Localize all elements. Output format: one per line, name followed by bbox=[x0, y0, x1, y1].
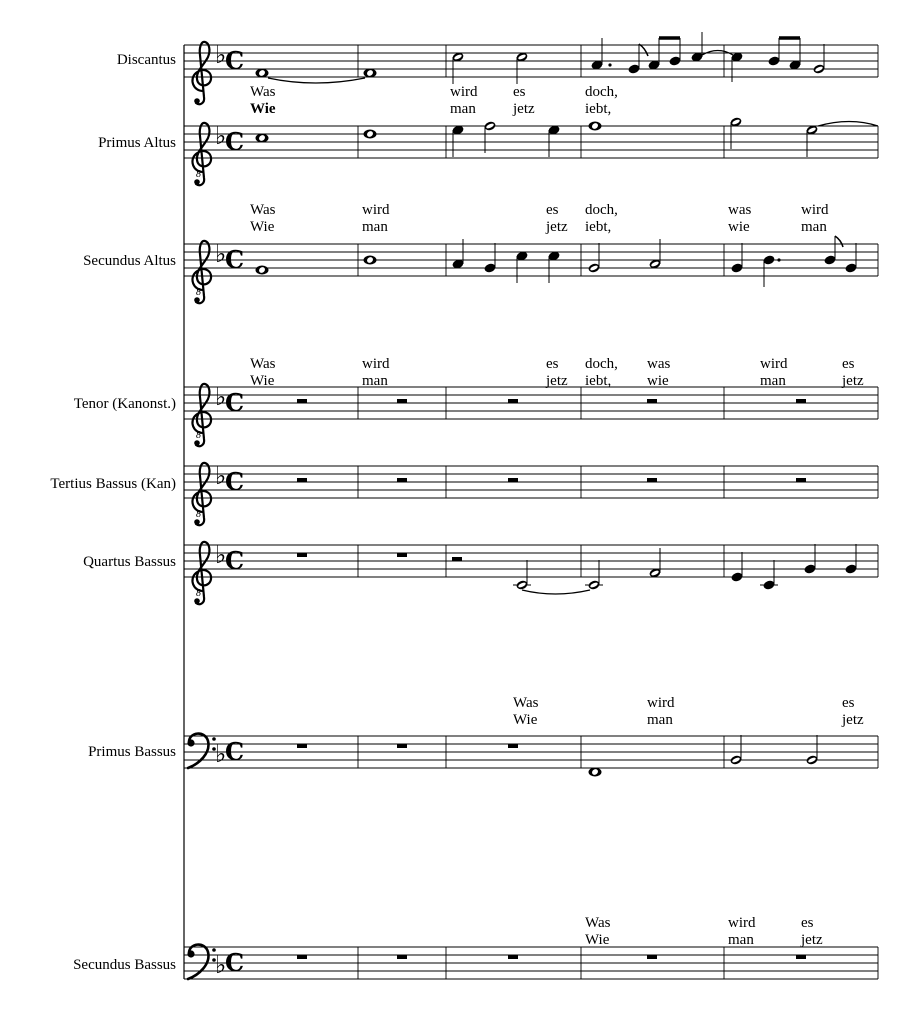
lyric: Wie bbox=[585, 932, 610, 948]
key-signature: ♭ bbox=[215, 240, 227, 268]
lyric: doch, bbox=[585, 202, 618, 218]
key-signature: ♭ bbox=[215, 462, 227, 490]
octave-mark: 8 bbox=[196, 509, 201, 520]
part-name-tenor: Tenor (Kanonst.) bbox=[73, 396, 176, 412]
whole-rest bbox=[297, 744, 307, 748]
lyric: jetz bbox=[546, 373, 568, 389]
lyric: Wie bbox=[513, 712, 538, 728]
lyric: jetz bbox=[513, 101, 535, 117]
whole-rest bbox=[647, 478, 657, 482]
staff-secundus-altus bbox=[184, 236, 878, 389]
whole-rest bbox=[796, 955, 806, 959]
part-name-secundus-bassus: Secundus Bassus bbox=[73, 957, 176, 973]
key-signature: ♭ bbox=[215, 951, 227, 979]
key-signature: ♭ bbox=[215, 383, 227, 411]
note bbox=[589, 768, 602, 777]
whole-rest bbox=[508, 955, 518, 959]
part-name-quartus-bassus: Quartus Bassus bbox=[83, 554, 176, 570]
part-name-primus-altus: Primus Altus bbox=[98, 135, 176, 151]
lyric: es bbox=[546, 202, 559, 218]
lyric: wird bbox=[760, 356, 788, 372]
octave-mark: 8 bbox=[196, 287, 201, 298]
bass-clef-icon bbox=[187, 734, 215, 768]
lyric: jetz bbox=[842, 373, 864, 389]
lyric: man bbox=[450, 101, 476, 117]
note bbox=[364, 130, 377, 139]
lyric: iebt, bbox=[585, 219, 612, 235]
whole-rest bbox=[397, 955, 407, 959]
time-signature: C bbox=[225, 546, 245, 575]
note bbox=[364, 256, 377, 265]
time-signature: C bbox=[225, 388, 245, 417]
octave-mark: 8 bbox=[196, 430, 201, 441]
whole-rest bbox=[397, 744, 407, 748]
lyric: wird bbox=[362, 356, 390, 372]
treble-clef-icon bbox=[192, 42, 211, 104]
lyric: jetz bbox=[842, 712, 864, 728]
lyric: wie bbox=[647, 373, 669, 389]
lyric: Was bbox=[250, 356, 276, 372]
whole-rest bbox=[796, 478, 806, 482]
whole-rest bbox=[397, 478, 407, 482]
whole-rest bbox=[297, 399, 307, 403]
whole-rest bbox=[796, 399, 806, 403]
whole-rest bbox=[397, 399, 407, 403]
lyric: Wie bbox=[250, 101, 276, 117]
staff-quartus-bassus bbox=[184, 541, 878, 728]
lyric: doch, bbox=[585, 84, 618, 100]
key-signature: ♭ bbox=[215, 740, 227, 768]
note bbox=[256, 134, 269, 143]
staff-primus-bassus bbox=[184, 734, 878, 948]
part-name-tertius-bassus: Tertius Bassus (Kan) bbox=[50, 476, 176, 492]
part-name-discantus: Discantus bbox=[116, 52, 176, 68]
whole-rest bbox=[297, 553, 307, 557]
key-signature: ♭ bbox=[215, 41, 227, 69]
whole-rest bbox=[297, 955, 307, 959]
lyric: iebt, bbox=[585, 373, 612, 389]
time-signature: C bbox=[225, 948, 245, 977]
time-signature: C bbox=[225, 46, 245, 75]
lyric: wird bbox=[450, 84, 478, 100]
whole-rest bbox=[508, 744, 518, 748]
note bbox=[256, 266, 269, 275]
lyric: wird bbox=[801, 202, 829, 218]
lyric: Was bbox=[250, 202, 276, 218]
staff-discantus bbox=[184, 32, 878, 117]
lyric: man bbox=[801, 219, 827, 235]
staff-tenor bbox=[184, 383, 878, 446]
lyric: es bbox=[546, 356, 559, 372]
lyric: wird bbox=[647, 695, 675, 711]
lyric: es bbox=[801, 915, 814, 931]
lyric: Was bbox=[250, 84, 276, 100]
lyric: wird bbox=[362, 202, 390, 218]
lyric: jetz bbox=[546, 219, 568, 235]
lyric: man bbox=[760, 373, 786, 389]
half-rest bbox=[452, 557, 462, 561]
lyric: wie bbox=[728, 219, 750, 235]
whole-rest bbox=[647, 955, 657, 959]
time-signature: C bbox=[225, 467, 245, 496]
lyric: es bbox=[842, 356, 855, 372]
lyric: doch, bbox=[585, 356, 618, 372]
bass-clef-icon bbox=[187, 945, 215, 979]
lyric: Was bbox=[513, 695, 539, 711]
octave-mark: 8 bbox=[196, 588, 201, 599]
key-signature: ♭ bbox=[215, 541, 227, 569]
whole-rest bbox=[508, 399, 518, 403]
time-signature: C bbox=[225, 737, 245, 766]
staff-secundus-bassus bbox=[184, 945, 878, 979]
time-signature: C bbox=[225, 127, 245, 156]
note bbox=[364, 69, 377, 78]
lyric: Was bbox=[585, 915, 611, 931]
part-name-primus-bassus: Primus Bassus bbox=[88, 744, 176, 760]
whole-rest bbox=[508, 478, 518, 482]
lyric: iebt, bbox=[585, 101, 612, 117]
note bbox=[589, 122, 602, 131]
lyric: es bbox=[513, 84, 526, 100]
lyric: was bbox=[647, 356, 671, 372]
staff-tertius-bassus bbox=[184, 462, 878, 525]
lyric: was bbox=[728, 202, 752, 218]
lyric: es bbox=[842, 695, 855, 711]
lyric: Wie bbox=[250, 373, 275, 389]
lyric: jetz bbox=[801, 932, 823, 948]
whole-rest bbox=[397, 553, 407, 557]
lyric: man bbox=[362, 219, 388, 235]
key-signature: ♭ bbox=[215, 122, 227, 150]
lyric: man bbox=[647, 712, 673, 728]
octave-mark: 8 bbox=[196, 169, 201, 180]
time-signature: C bbox=[225, 245, 245, 274]
staff-primus-altus bbox=[184, 116, 878, 235]
whole-rest bbox=[297, 478, 307, 482]
whole-rest bbox=[647, 399, 657, 403]
lyric: man bbox=[728, 932, 754, 948]
lyric: wird bbox=[728, 915, 756, 931]
lyric: man bbox=[362, 373, 388, 389]
note bbox=[256, 69, 269, 78]
part-name-secundus-altus: Secundus Altus bbox=[83, 253, 176, 269]
lyric: Wie bbox=[250, 219, 275, 235]
